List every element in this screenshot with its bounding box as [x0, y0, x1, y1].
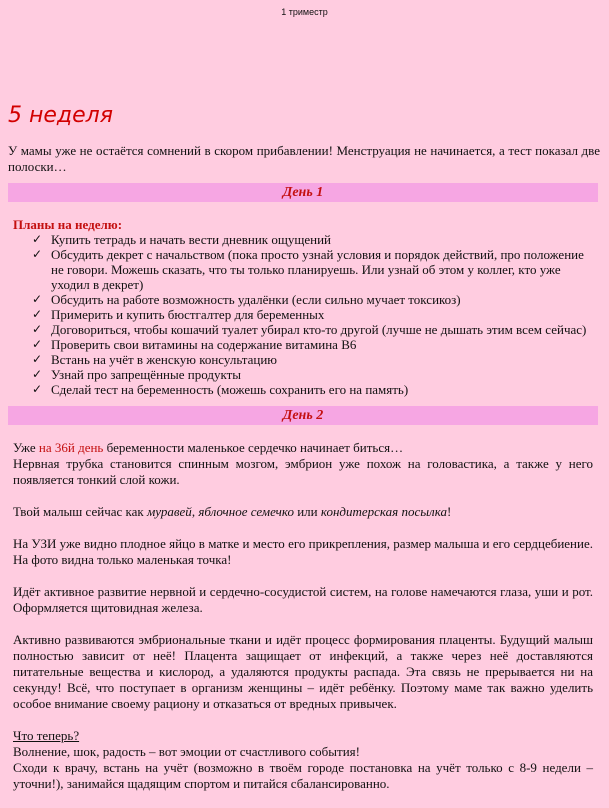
header-note: 1 триместр: [281, 7, 328, 17]
list-item: ✓ Договориться, чтобы кошачий туалет убирал кто-то другой (лучше не дышать этим всем сейчас): [32, 322, 587, 337]
plans-list: [32, 232, 598, 397]
ultrasound-paragraph: На УЗИ уже видно плодное яйцо в матке и место его прикрепления, размер малыша и его сердцебиение. На фото видна только маленькая точка!: [13, 536, 593, 567]
day-1-heading: День 1: [8, 183, 598, 202]
placenta-paragraph: Активно развиваются эмбриональные ткани и идёт процесс формирования плаценты. Будущий малыш полностью зависит от неё! Плацента защищает от инфекций, а также через неё доставляются питательные вещества и кислород, а удаляются продукты распада. Эта связь не прерывается ни на секунду! Всё, что поступает в организм женщины – идёт ребёнку. Поэтому маме так важно уделить особое внимание своему рациону и отказаться от вредных привычек.: [13, 632, 593, 711]
day-2-heading: День 2: [8, 406, 598, 425]
check-mark-icon: ✓: [32, 247, 43, 261]
list-item: ✓ Обсудить на работе возможность удалёнки (если сильно мучает токсикоз): [32, 292, 461, 307]
intro-paragraph: У мамы уже не остаётся сомнений в скором прибавлении! Менструация не начинается, а тест показал две полоски…: [8, 143, 600, 174]
list-item: ✓ Проверить свои витамины на содержание витамина В6: [32, 337, 357, 352]
check-mark-icon: ✓: [32, 307, 43, 321]
check-mark-icon: ✓: [32, 337, 43, 351]
list-item: ✓ Купить тетрадь и начать вести дневник ощущений: [32, 232, 332, 247]
development-paragraph: Идёт активное развитие нервной и сердечно-сосудистой систем, на голове намечаются глаза, уши и рот. Оформляется щитовидная железа.: [13, 584, 593, 615]
list-item: ✓ Примерить и купить бюстгалтер для беременных: [32, 307, 325, 322]
check-mark-icon: ✓: [32, 352, 43, 366]
what-now-heading: Что теперь?: [13, 728, 80, 743]
plans-heading: Планы на неделю:: [13, 217, 123, 232]
check-mark-icon: ✓: [32, 292, 43, 306]
check-mark-icon: ✓: [32, 322, 43, 336]
check-mark-icon: ✓: [32, 232, 43, 246]
list-item: ✓ Встань на учёт в женскую консультацию: [32, 352, 277, 367]
week-title: 5 неделя: [8, 103, 113, 128]
list-item: ✓ Узнай про запрещённые продукты: [32, 367, 242, 382]
day-highlight: на 36й день: [38, 440, 104, 455]
heartbeat-paragraph: Уже на 36й день беременности маленькое сердечко начинает биться… Нервная трубка становится спинным мозгом, эмбрион уже похож на головастика, а также у него появляется тонкий слой кожи.: [13, 440, 593, 487]
size-paragraph: Твой малыш сейчас как муравей, яблочное семечко или кондитерская посылка!: [13, 504, 452, 519]
list-item: ✓ Сделай тест на беременность (можешь сохранить его на память): [32, 382, 409, 397]
list-item: ✓ Обсудить декрет с начальством (пока просто узнай условия и порядок действий, про положение не говори. Можешь сказать, что ты только планируешь. Или узнай об этом у коллег, кто уже уходил в декрет): [32, 247, 584, 292]
day-2-content: [13, 440, 593, 808]
check-mark-icon: ✓: [32, 382, 43, 396]
check-mark-icon: ✓: [32, 367, 43, 381]
what-now-paragraph: Что теперь? Волнение, шок, радость – вот эмоции от счастливого события! Сходи к врачу, встань на учёт (возможно в твоём городе постановка на учёт только с 8-9 недели – уточни!), занимайся щадящим спортом и питайся сбалансированно.: [13, 728, 593, 791]
